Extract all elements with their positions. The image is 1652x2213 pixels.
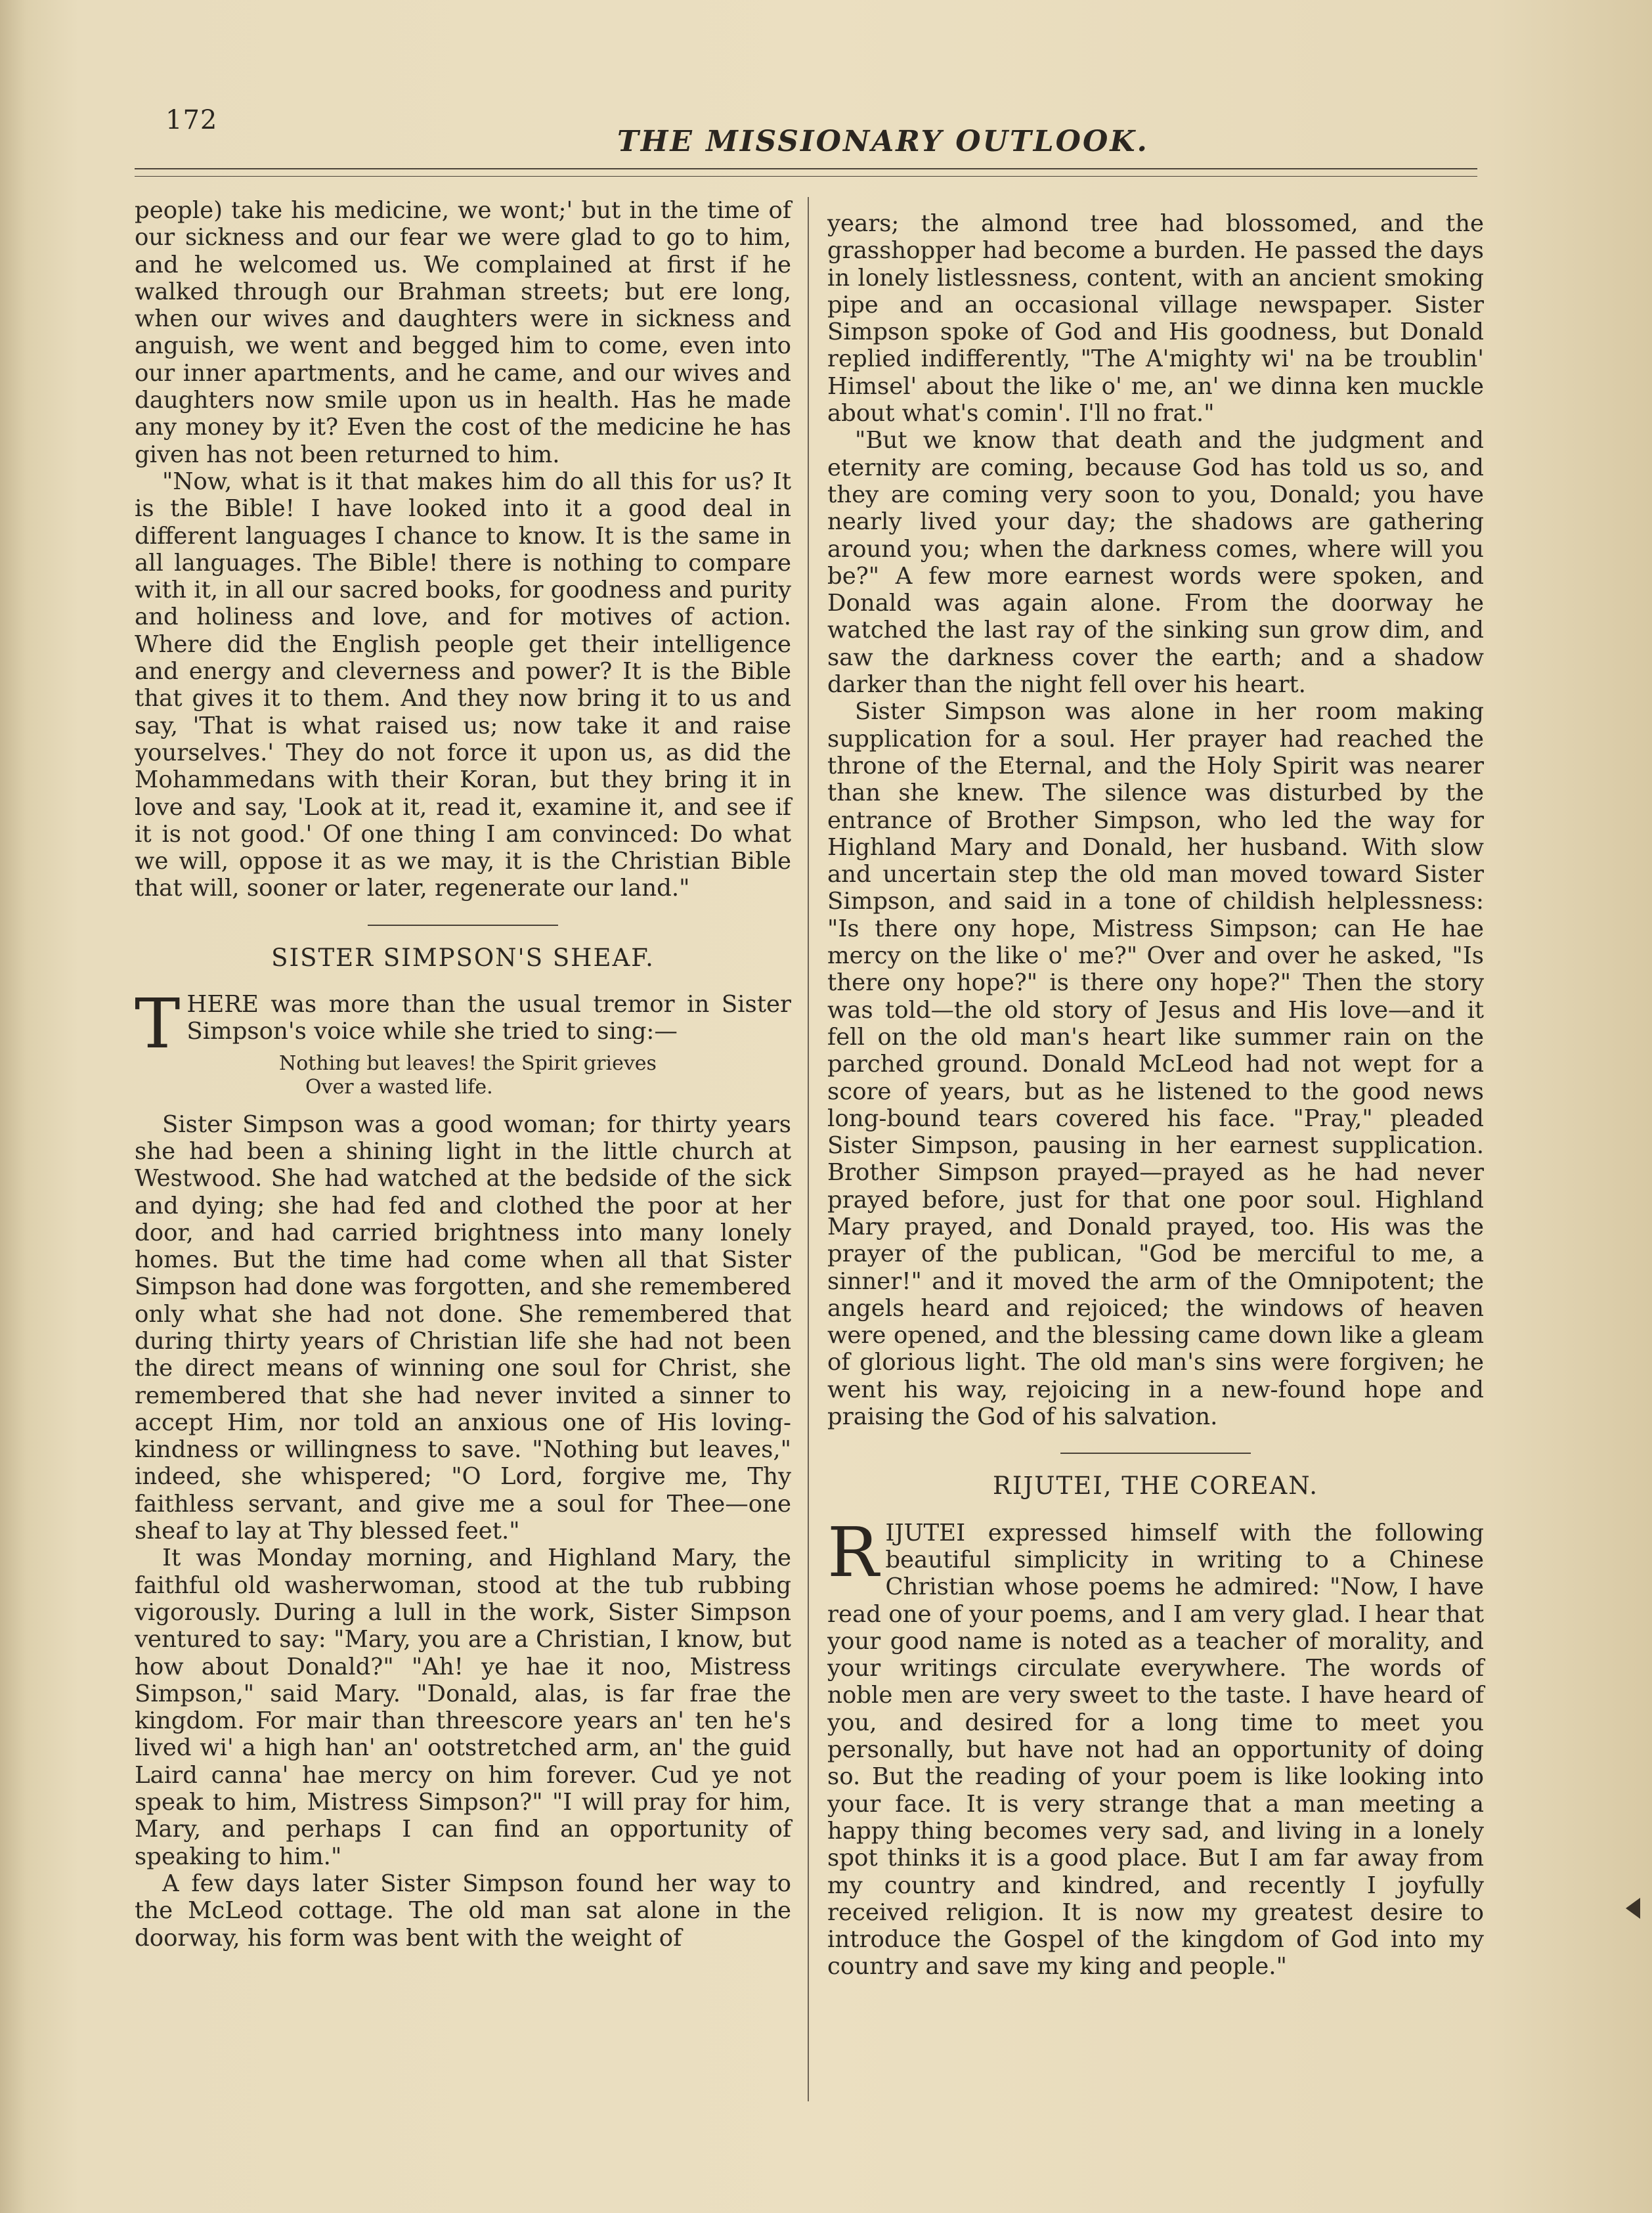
page-number: 172 bbox=[165, 105, 218, 135]
article-title-rijutei-the-corean: RIJUTEI, THE COREAN. bbox=[992, 1472, 1319, 1501]
running-head-title: THE MISSIONARY OUTLOOK. bbox=[617, 125, 1149, 158]
left-column bbox=[135, 197, 791, 1952]
right-column bbox=[827, 210, 1484, 1981]
article-body bbox=[827, 1512, 1484, 1981]
verse-quote bbox=[279, 1052, 791, 1099]
article-title-sister-simpsons-sheaf: SISTER SIMPSON'S SHEAF. bbox=[271, 943, 655, 972]
drop-cap: T bbox=[135, 984, 181, 1064]
paragraph: years; the almond tree had blossomed, and the grasshopper had become a burden. He passed the days in lonely listlessness, content, with an ancient smoking pipe and an occasional village newspaper. Sister Simpson spoke of God and His goodness, but Donald replied indifferently, "The A'mighty wi' na be troublin' Himsel' about the like o' me, an' we dinna ken muckle about what's comin'. I'll no frat." bbox=[827, 210, 1484, 427]
header-rule-top bbox=[135, 168, 1477, 169]
paragraph: Sister Simpson was a good woman; for thirty years she had been a shining light in the little church at Westwood. She had watched at the bedside of the sick and dying; she had fed and clothed the poor at her door, and had carried brightness into many lonely homes. But the time had come when all that Sister Simpson had done was forgotten, and she remembered only what she had not done. She remembered that during thirty years of Christian life she had not been the direct means of winning one soul for Christ, she remembered that she had never invited a sinner to accept Him, nor told an anxious one of His loving-kindness or willingness to save. "Nothing but leaves," indeed, she whispered; "O Lord, forgive me, Thy faithless servant, and give me a soul for Thee—one sheaf to lay at Thy blessed feet." bbox=[135, 1110, 791, 1545]
verse-line: Nothing but leaves! the Spirit grieves bbox=[279, 1051, 657, 1075]
page-edge-mark bbox=[1626, 1898, 1640, 1919]
section-divider bbox=[1060, 1453, 1251, 1454]
paragraph: people) take his medicine, we wont;' but in the time of our sickness and our fear we were glad to go to him, and he welcomed us. We complained at first if he walked through our Brahman streets; but ere long, when our wives and daughters were in sickness and anguish, we went and begged him to come, even into our inner apartments, and he came, and our wives and daughters now smile upon us in health. Has he made any money by it? Even the cost of the medicine he has given has not been returned to him. bbox=[135, 197, 791, 468]
verse-line: Over a wasted life. bbox=[305, 1075, 493, 1099]
paragraph: "But we know that death and the judgment and eternity are coming, because God has told us so, and they are coming very soon to you, Donald; you have nearly lived your day; the shadows are gathering around you; when the darkness comes, where will you be?" A few more earnest words were spoken, and Donald was again alone. From the doorway he watched the last ray of the sinking sun grow dim, and saw the darkness cover the earth; and a shadow darker than the night fell over his heart. bbox=[827, 427, 1484, 699]
drop-cap: R bbox=[827, 1512, 879, 1592]
intro-text: HERE was more than the usual tremor in Sister Simpson's voice while she tried to sing:— bbox=[186, 991, 791, 1045]
paragraph: It was Monday morning, and Highland Mary, the faithful old washerwoman, stood at the tub rubbing vigorously. During a lull in the work, Sister Simpson ventured to say: "Mary, you are a Christian, I know, but how about Donald?" "Ah! ye hae it noo, Mistress Simpson," said Mary. "Donald, alas, is far frae the kingdom. For mair than threescore years an' ten he's lived wi' a high han' an' ootstretched arm, an' the guid Laird canna' hae mercy on him forever. Cud ye not speak to him, Mistress Simpson?" "I will pray for him, Mary, and perhaps I can find an opportunity of speaking to him." bbox=[135, 1545, 791, 1870]
column-divider bbox=[808, 197, 809, 2101]
body-text: IJUTEI expressed himself with the following beautiful simplicity in writing to a Chinese Christian whose poems he admired: "Now, I have read one of your poems, and I am very glad. I hear that your good name is noted as a teacher of morality, and your writings circulate everywhere. The words of noble men are very sweet to the taste. I have heard of you, and desired for a long time to meet you personally, but have not had an opportunity of doing so. But the reading of your poem is like looking into your face. It is very strange that a man meeting a happy thing becomes very sad, and living in a lonely spot thinks it is a good place. But I am far away from my country and kindred, and recently I joyfully received religion. It is now my greatest desire to introduce the Gospel of the kingdom of God into my country and save my king and people." bbox=[827, 1519, 1484, 1981]
header-rule-bottom bbox=[135, 176, 1477, 177]
paragraph: A few days later Sister Simpson found her way to the McLeod cottage. The old man sat alone in the doorway, his form was bent with the weight of bbox=[135, 1870, 791, 1952]
paragraph: "Now, what is it that makes him do all this for us? It is the Bible! I have looked into it a good deal in different languages I chance to know. It is the same in all languages. The Bible! there is nothing to compare with it, in all our sacred books, for goodness and purity and holiness and love, and for motives of action. Where did the English people get their intelligence and energy and cleverness and power? It is the Bible that gives it to them. And they now bring it to us and say, 'That is what raised us; now take it and raise yourselves.' They do not force it upon us, as did the Mohammedans with their Koran, but they bring it in love and say, 'Look at it, read it, examine it, and see if it is not good.' Of one thing I am convinced: Do what we will, oppose it as we may, it is the Christian Bible that will, sooner or later, regenerate our land." bbox=[135, 468, 791, 902]
paragraph: Sister Simpson was alone in her room making supplication for a soul. Her prayer had reached the throne of the Eternal, and the Holy Spirit was nearer than she knew. The silence was disturbed by the entrance of Brother Simpson, who led the way for Highland Mary and Donald, her husband. With slow and uncertain step the old man moved toward Sister Simpson, and said in a tone of childish helplessness: "Is there ony hope, Mistress Simpson; can He hae mercy on the like o' me?" Over and over he asked, "Is there ony hope?" is there ony hope?" Then the story was told—the old story of Jesus and His love—and it fell on the old man's heart like summer rain on the parched ground. Donald McLeod had not wept for a score of years, but as he listened to the good news long-bound tears covered his face. "Pray," pleaded Sister Simpson, pausing in her earnest supplication. Brother Simpson prayed—prayed as he had never prayed before, just for that one poor soul. Highland Mary prayed, and Donald prayed, too. His was the prayer of the publican, "God be merciful to me, a sinner!" and it moved the arm of the Omnipotent; the angels heard and rejoiced; the windows of heaven were opened, and the blessing came down like a gleam of glorious light. The old man's sins were forgiven; he went his way, rejoicing in a new-found hope and praising the God of his salvation. bbox=[827, 698, 1484, 1431]
section-divider bbox=[368, 925, 558, 926]
